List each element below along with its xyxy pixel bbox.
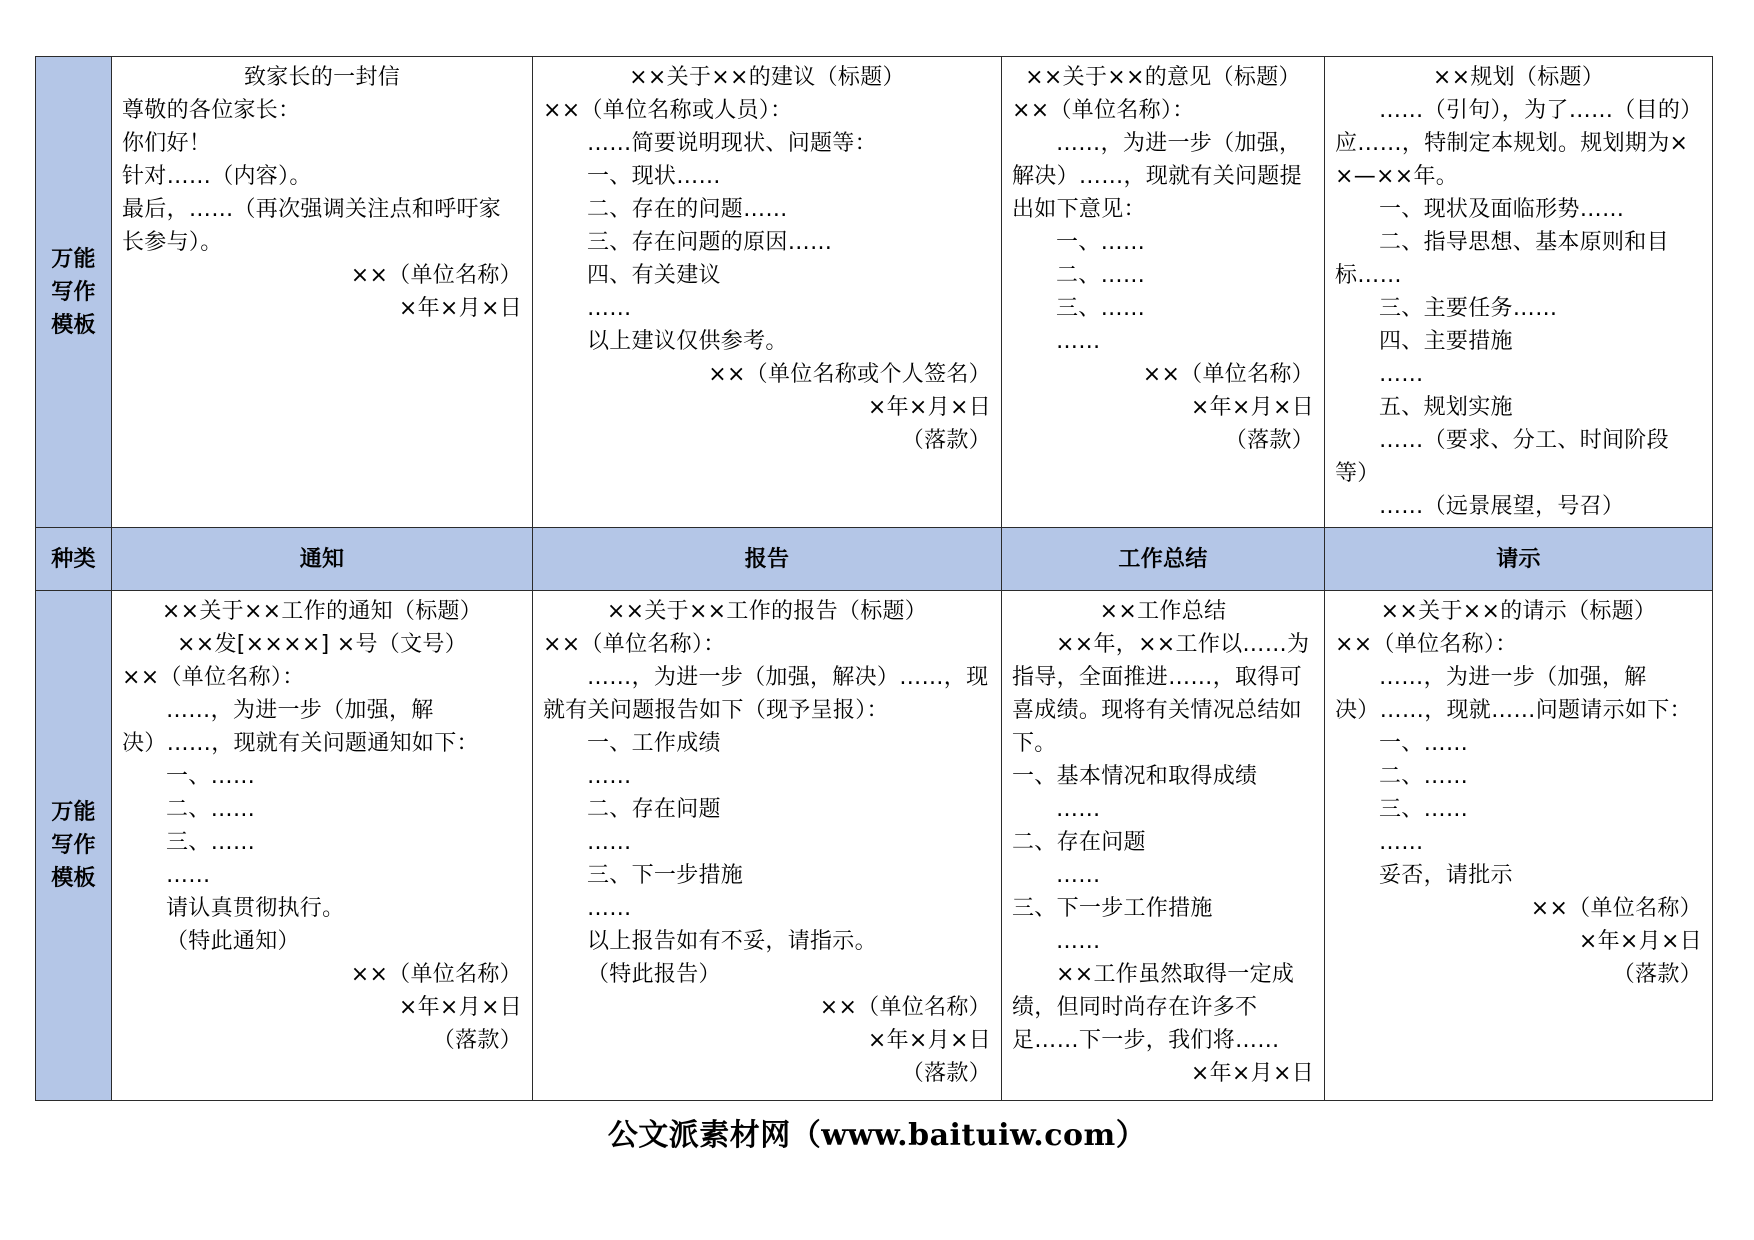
- side-label-template: [36, 591, 112, 1101]
- notice-item: 三、……: [166, 830, 256, 855]
- notice-item: （特此通知）: [166, 929, 300, 954]
- opinion-item: 三、……: [1056, 296, 1146, 321]
- plan-line: 三、主要任务……: [1379, 296, 1558, 321]
- notice-sign-date: ×年×月×日: [398, 995, 522, 1020]
- opinion-sign-date: ×年×月×日: [1190, 395, 1314, 420]
- suggestion-line: 三、存在问题的原因……: [587, 230, 833, 255]
- report-sign-note: （落款）: [901, 1061, 991, 1086]
- suggestion-sign-note: （落款）: [901, 428, 991, 453]
- report-item: 以上报告如有不妥，请指示。: [587, 929, 877, 954]
- side-label-line: 模板: [51, 312, 96, 338]
- request-cell: [1325, 591, 1713, 1101]
- side-label-line: 写作: [51, 279, 96, 305]
- summary-detail: ……: [1056, 797, 1101, 822]
- suggestion-line: 四、有关建议: [587, 263, 721, 288]
- report-item: 一、工作成绩: [587, 731, 721, 756]
- summary-title: ××工作总结: [1099, 599, 1227, 624]
- request-intro: ……，为进一步（加强，解决）……，现就……问题请示如下：: [1335, 665, 1692, 723]
- report-intro: ……，为进一步（加强，解决）……，现就有关问题报告如下（现予呈报）：: [543, 665, 989, 723]
- suggestion-sign-unit: ××（单位名称或个人签名）: [708, 362, 991, 387]
- writing-template-table: [35, 56, 1713, 1101]
- report-item: ……: [587, 896, 632, 921]
- request-item: 二、……: [1379, 764, 1469, 789]
- plan-line: 一、现状及面临形势……: [1379, 197, 1625, 222]
- request-sign-note: （落款）: [1612, 962, 1702, 987]
- notice-item: 一、……: [166, 764, 256, 789]
- suggestion-title: ××关于××的建议（标题）: [629, 65, 905, 90]
- template-row-1: [36, 57, 1713, 528]
- notice-sign-note: （落款）: [432, 1028, 522, 1053]
- opinion-intro: ……，为进一步（加强，解决）……，现就有关问题提出如下意见：: [1012, 131, 1302, 222]
- column-header-report: 报告: [533, 528, 1002, 591]
- report-item: 三、下一步措施: [587, 863, 744, 888]
- report-sign-date: ×年×月×日: [867, 1028, 991, 1053]
- side-label-line: 模板: [51, 866, 96, 891]
- letter-line: 尊敬的各位家长：: [122, 98, 301, 123]
- plan-line: 二、指导思想、基本原则和目标……: [1335, 230, 1669, 288]
- notice-item: 二、……: [166, 797, 256, 822]
- template-row-2: [36, 591, 1713, 1101]
- request-sign-unit: ××（单位名称）: [1530, 896, 1702, 921]
- suggestion-line: 二、存在的问题……: [587, 197, 788, 222]
- request-item: 妥否，请批示: [1379, 863, 1513, 888]
- summary-detail: ……: [1056, 929, 1101, 954]
- notice-cell: [112, 591, 533, 1101]
- letter-cell: [112, 57, 533, 528]
- side-label-line: 万能: [51, 246, 96, 272]
- plan-line: 四、主要措施: [1379, 329, 1513, 354]
- request-sign-date: ×年×月×日: [1578, 929, 1702, 954]
- letter-sign-date: ×年×月×日: [398, 296, 522, 321]
- notice-item: ……: [166, 863, 211, 888]
- notice-title: ××关于××工作的通知（标题）: [161, 599, 483, 624]
- side-label-template: [36, 57, 112, 528]
- column-header-summary: 工作总结: [1002, 528, 1325, 591]
- suggestion-line: ……: [587, 296, 632, 321]
- opinion-item: ……: [1056, 329, 1101, 354]
- opinion-sign-unit: ××（单位名称）: [1142, 362, 1314, 387]
- opinion-cell: [1002, 57, 1325, 528]
- suggestion-line: ……简要说明现状、问题等：: [587, 131, 877, 156]
- suggestion-addressee: ××（单位名称或人员）：: [543, 98, 793, 123]
- opinion-sign-note: （落款）: [1224, 428, 1314, 453]
- category-header-row: [36, 528, 1713, 591]
- suggestion-line: 一、现状……: [587, 164, 721, 189]
- letter-sign-unit: ××（单位名称）: [350, 263, 522, 288]
- request-item: 一、……: [1379, 731, 1469, 756]
- summary-heading: 一、基本情况和取得成绩: [1012, 764, 1258, 789]
- report-item: （特此报告）: [587, 962, 721, 987]
- summary-heading: 二、存在问题: [1012, 830, 1146, 855]
- request-item: 三、……: [1379, 797, 1469, 822]
- request-addressee: ××（单位名称）：: [1335, 632, 1518, 657]
- suggestion-line: 以上建议仅供参考。: [587, 329, 788, 354]
- column-header-notice: 通知: [112, 528, 533, 591]
- letter-line: 你们好！: [122, 131, 212, 156]
- summary-cell: [1002, 591, 1325, 1101]
- letter-line: 针对……（内容）。: [122, 164, 312, 189]
- opinion-addressee: ××（单位名称）：: [1012, 98, 1195, 123]
- side-label-line: 万能: [51, 800, 96, 825]
- plan-intro: ……（引句），为了……（目的）应……，特制定本规划。规划期为××—××年。: [1335, 98, 1692, 189]
- opinion-item: 一、……: [1056, 230, 1146, 255]
- opinion-item: 二、……: [1056, 263, 1146, 288]
- summary-intro: ××年，××工作以……为指导，全面推进……，取得可喜成绩。现将有关情况总结如下。: [1012, 632, 1310, 756]
- plan-line: ……（远景展望，号召）: [1379, 494, 1625, 519]
- plan-title: ××规划（标题）: [1432, 65, 1605, 90]
- summary-detail: ……: [1056, 863, 1101, 888]
- report-item: ……: [587, 764, 632, 789]
- request-title: ××关于××的请示（标题）: [1380, 599, 1657, 624]
- opinion-title: ××关于××的意见（标题）: [1025, 65, 1301, 90]
- suggestion-cell: [533, 57, 1002, 528]
- footer-watermark: 公文派素材网（www.baituiw.com）: [607, 1118, 1147, 1153]
- report-addressee: ××（单位名称）：: [543, 632, 726, 657]
- plan-line: ……: [1379, 362, 1424, 387]
- side-label-line: 写作: [51, 833, 96, 858]
- report-title: ××关于××工作的报告（标题）: [606, 599, 928, 624]
- notice-doc-no: ××发[××××] ×号（文号）: [177, 632, 467, 657]
- letter-title: 致家长的一封信: [243, 65, 401, 90]
- report-item: 二、存在问题: [587, 797, 721, 822]
- summary-sign-date: ×年×月×日: [1190, 1061, 1314, 1086]
- summary-closing: ××工作虽然取得一定成绩，但同时尚存在许多不足……下一步，我们将……: [1012, 962, 1295, 1053]
- notice-item: 请认真贯彻执行。: [166, 896, 345, 921]
- plan-cell: [1325, 57, 1713, 528]
- report-item: ……: [587, 830, 632, 855]
- notice-sign-unit: ××（单位名称）: [350, 962, 522, 987]
- plan-line: ……（要求、分工、时间阶段等）: [1335, 428, 1669, 486]
- suggestion-sign-date: ×年×月×日: [867, 395, 991, 420]
- report-cell: [533, 591, 1002, 1101]
- request-item: ……: [1379, 830, 1424, 855]
- column-header-request: 请示: [1325, 528, 1713, 591]
- category-label: 种类: [36, 528, 112, 591]
- notice-addressee: ××（单位名称）：: [122, 665, 305, 690]
- report-sign-unit: ××（单位名称）: [819, 995, 991, 1020]
- letter-line: 最后，……（再次强调关注点和呼吁家长参与）。: [122, 197, 502, 255]
- notice-intro: ……，为进一步（加强，解决）……，现就有关问题通知如下：: [122, 698, 479, 756]
- summary-heading: 三、下一步工作措施: [1012, 896, 1213, 921]
- plan-line: 五、规划实施: [1379, 395, 1513, 420]
